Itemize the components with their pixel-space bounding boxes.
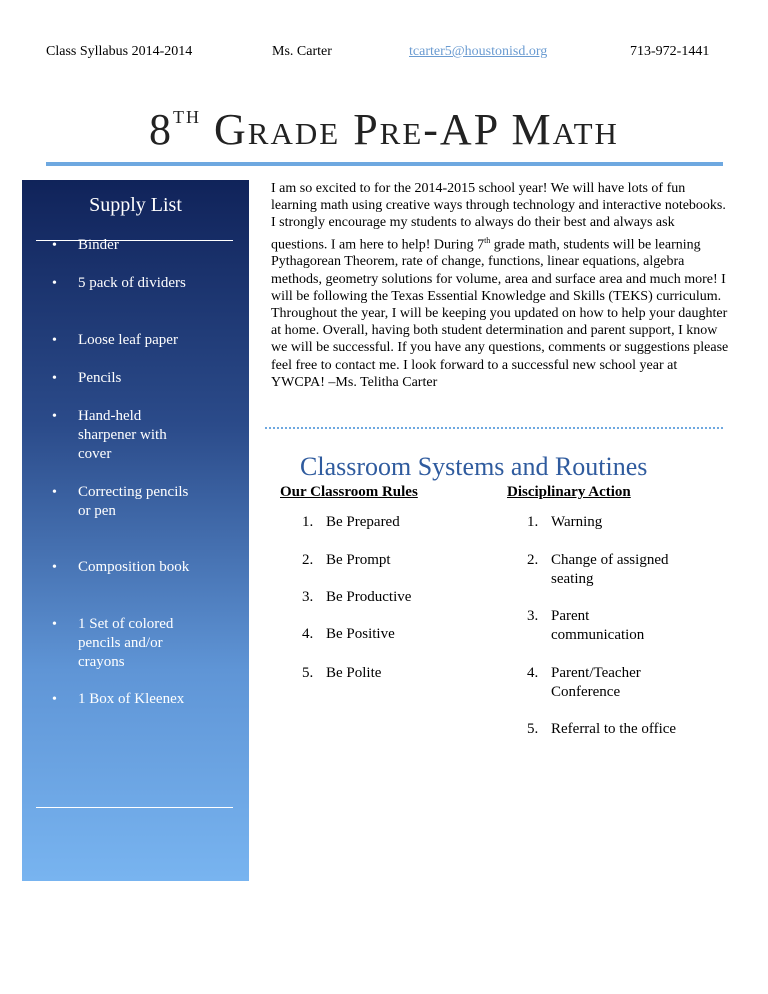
rules-heading: Our Classroom Rules [280,484,418,500]
supply-sidebar [22,180,249,881]
rule-item: 2. Be Prompt [302,552,391,568]
action-item: 3. Parent communication [527,608,645,643]
supply-item: • Composition book [52,559,190,575]
action-item: 5. Referral to the office [527,721,677,737]
action-item: 1. Warning [527,514,603,530]
supply-item: • Pencils [52,370,122,386]
title-suffix: th [173,100,202,129]
rule-item: 3. Be Productive [302,589,412,605]
teacher-name: Ms. Carter [272,44,332,59]
supply-item: • Hand-held sharpener with cover [52,408,167,462]
email-link[interactable]: tcarter5@houstonisd.org [409,44,548,59]
action-item: 2. Change of assigned seating [527,552,669,587]
supply-item: • Binder [52,237,119,253]
supply-item: • Loose leaf paper [52,332,178,348]
action-item: 4. Parent/Teacher Conference [527,665,641,700]
supply-list-title: Supply List [89,194,182,216]
supply-item: • 1 Box of Kleenex [52,691,185,707]
supply-item: • Correcting pencils or pen [52,484,189,519]
syllabus-label: Class Syllabus 2014-2014 [46,44,193,59]
page-title [0,100,768,155]
supply-item: • 5 pack of dividers [52,275,186,291]
supply-item: • 1 Set of colored pencils and/or crayons [52,616,174,670]
sidebar-divider-bottom [36,807,233,808]
title-number: 8 [149,105,174,154]
discipline-heading: Disciplinary Action [507,484,631,500]
rule-item: 1. Be Prepared [302,514,400,530]
phone-number: 713-972-1441 [630,44,710,59]
title-divider [46,162,723,166]
rule-item: 5. Be Polite [302,665,382,681]
rule-item: 4. Be Positive [302,626,395,642]
intro-paragraph: I am so excited to for the 2014-2015 school year! We will have lots of fun learning math using creative ways through technology and interactive notebooks. I strongly encourage my students to always do their best and always ask questions. I am here to help! During 7th grade math, students will be learning Pythagorean Theorem, rate of change, functions, linear equations, algebra methods, geometry solutions for volume, area and surface area and much more! I will be following the Texas Essential Knowledge and Skills (TEKS) curriculum. Throughout the year, I will be keeping you updated on how to help your daughter at home. Overall, having both student determination and parent support, I know we will be successful. If you have any questions, comments or suggestions please feel free to contact me. I look forward to a successful new school year at YWCPA! –Ms. Telitha Carter [271,181,729,390]
dotted-divider [265,427,723,429]
title-rest: Grade Pre-AP Math [201,105,619,154]
routines-title: Classroom Systems and Routines [300,452,648,481]
